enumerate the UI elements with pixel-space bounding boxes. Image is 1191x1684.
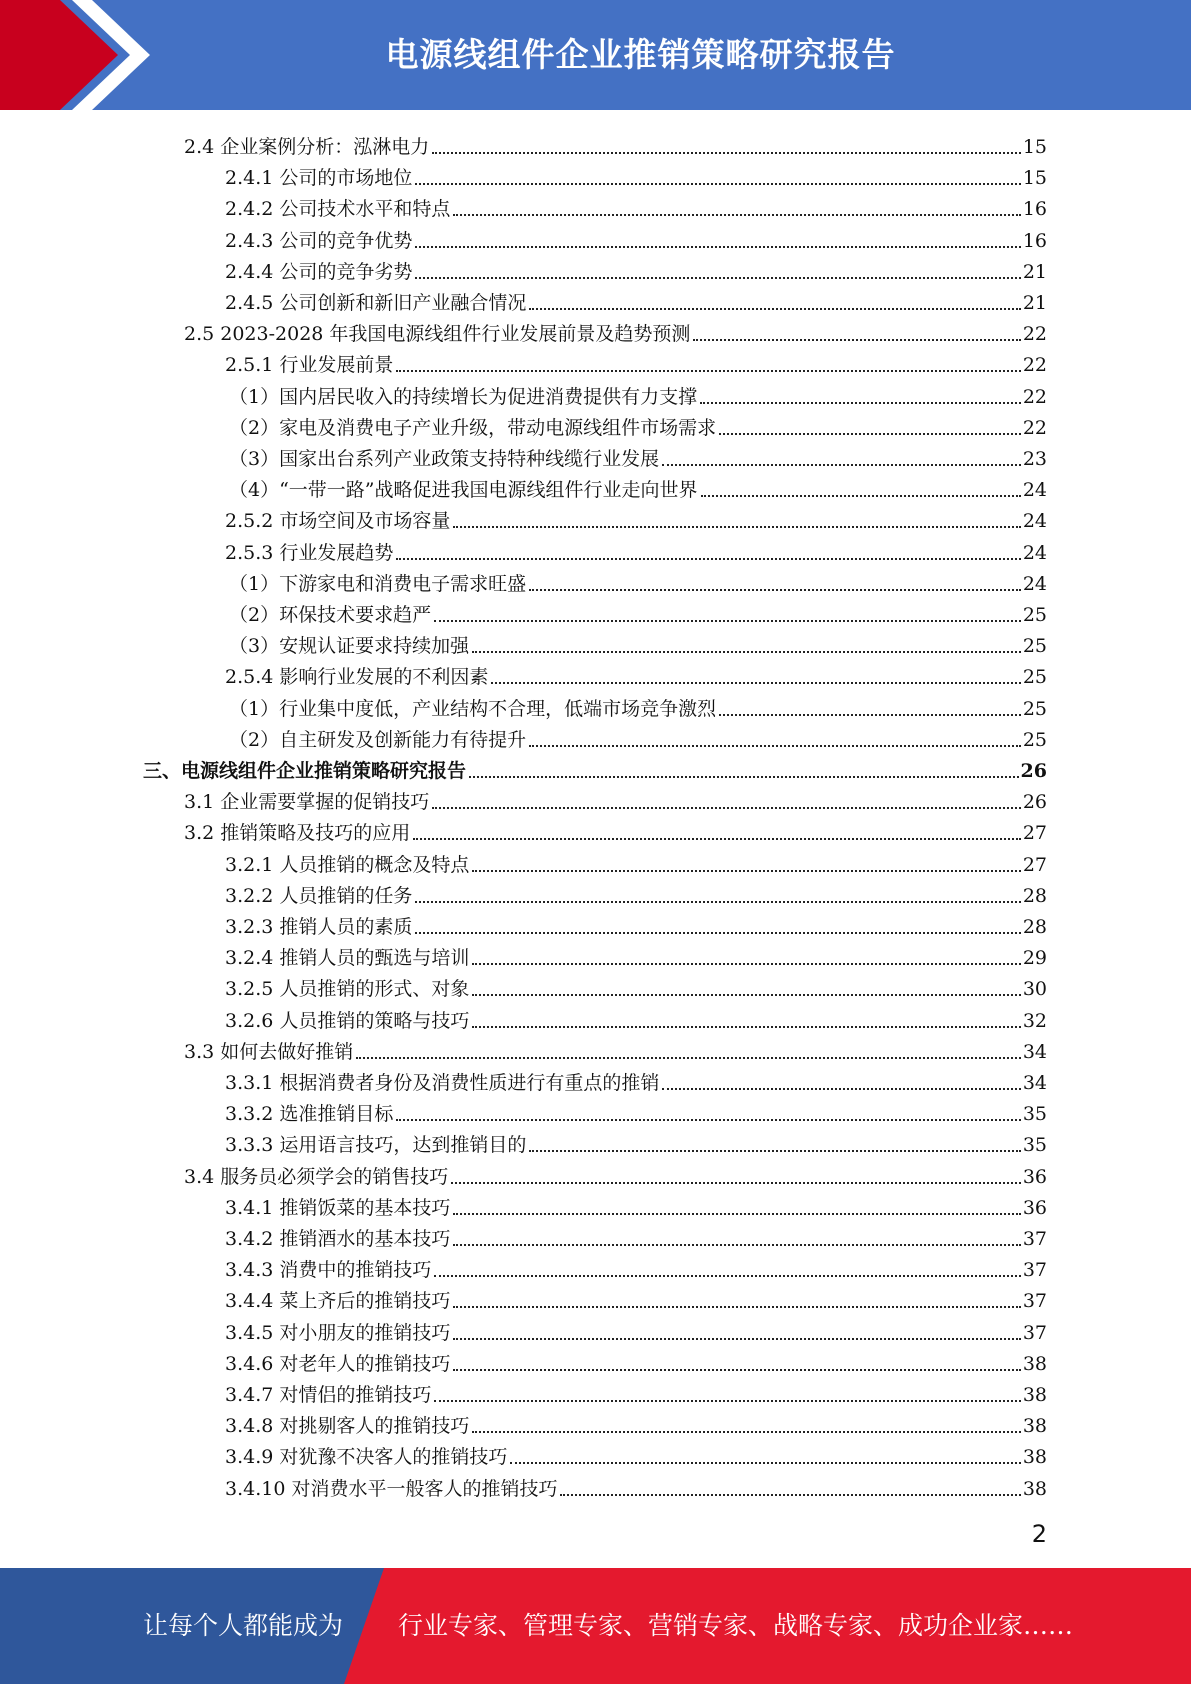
toc-entry[interactable] [225,502,1047,533]
toc-leader-dots [396,1119,1020,1121]
toc-entry-title: 3.4.2 推销酒水的基本技巧 [225,1228,451,1250]
toc-entry-page: 38 [1022,1446,1047,1468]
toc-leader-dots [415,932,1020,934]
toc-entry-page: 21 [1022,261,1047,283]
toc-entry-page: 32 [1022,1010,1047,1032]
toc-entry-title: 3.4.5 对小朋友的推销技巧 [225,1322,451,1344]
toc-leader-dots [432,807,1021,809]
toc-leader-dots [453,1306,1020,1308]
toc-leader-dots [510,1462,1020,1464]
toc-leader-dots [434,1275,1020,1277]
toc-entry-page: 27 [1022,822,1047,844]
toc-entry-page: 22 [1022,354,1047,376]
toc-entry-title: 3.3.3 运用语言技巧，达到推销目的 [225,1134,527,1156]
toc-entry[interactable] [225,970,1047,1001]
toc-entry[interactable] [229,440,1047,471]
toc-entry[interactable] [229,627,1047,658]
toc-entry-title: （3）国家出台系列产业政策支持特种线缆行业发展 [229,448,660,470]
toc-leader-dots [560,1494,1020,1496]
toc-entry-page: 22 [1022,417,1047,439]
toc-entry[interactable] [225,1345,1047,1376]
toc-entry-page: 26 [1022,791,1047,813]
toc-entry-page: 26 [1020,760,1047,782]
toc-entry-page: 38 [1022,1384,1047,1406]
toc-entry[interactable] [225,939,1047,970]
toc-entry-title: 3.2.5 人员推销的形式、对象 [225,978,470,1000]
toc-leader-dots [472,651,1021,653]
toc-entry[interactable] [225,1220,1047,1251]
toc-entry[interactable] [225,877,1047,908]
toc-entry-page: 38 [1022,1353,1047,1375]
toc-entry[interactable] [229,378,1047,409]
toc-leader-dots [719,714,1021,716]
toc-entry-title: 3.2.4 推销人员的甄选与培训 [225,947,470,969]
toc-entry[interactable] [229,596,1047,627]
toc-entry-title: 2.4.1 公司的市场地位 [225,167,413,189]
toc-leader-dots [662,464,1021,466]
footer-slogan-left: 让每个人都能成为 [143,1611,344,1640]
toc-leader-dots [529,308,1020,310]
toc-leader-dots [472,963,1020,965]
toc-entry[interactable] [229,690,1047,721]
toc-entry[interactable] [225,658,1047,689]
toc-entry-title: 3.2.3 推销人员的素质 [225,916,413,938]
toc-entry[interactable] [229,721,1047,752]
toc-leader-dots [693,339,1020,341]
toc-entry-title: 2.5 2023-2028 年我国电源线组件行业发展前景及趋势预测 [184,323,691,345]
page-header [0,0,1191,110]
toc-entry-page: 24 [1022,510,1047,532]
toc-entry-page: 36 [1022,1197,1047,1219]
toc-leader-dots [472,1431,1020,1433]
toc-entry-page: 22 [1022,323,1047,345]
toc-entry-title: 2.4.2 公司技术水平和特点 [225,198,451,220]
toc-leader-dots [469,776,1019,778]
toc-entry[interactable] [225,1064,1047,1095]
toc-entry-title: 2.4.4 公司的竞争劣势 [225,261,413,283]
toc-entry-title: 3.3 如何去做好推销 [184,1041,354,1063]
toc-entry[interactable] [184,814,1047,845]
toc-entry-page: 25 [1022,698,1047,720]
toc-entry-title: 2.4.3 公司的竞争优势 [225,230,413,252]
toc-entry-page: 25 [1022,635,1047,657]
page-number: 2 [1031,1520,1047,1548]
toc-entry-title: 3.4.3 消费中的推销技巧 [225,1259,432,1281]
toc-entry-page: 24 [1022,542,1047,564]
toc-entry-title: 3.2 推销策略及技巧的应用 [184,822,411,844]
toc-leader-dots [356,1057,1021,1059]
toc-entry[interactable] [229,471,1047,502]
toc-entry-title: （2）环保技术要求趋严 [229,604,432,626]
footer-slogan-right: 行业专家、管理专家、营销专家、战略专家、成功企业家…… [398,1611,1074,1640]
toc-entry-title: 2.5.1 行业发展前景 [225,354,394,376]
toc-entry[interactable] [225,1189,1047,1220]
toc-entry-title: 3.2.6 人员推销的策略与技巧 [225,1010,470,1032]
page-title: 电源线组件企业推销策略研究报告 [385,35,896,74]
toc-leader-dots [396,558,1020,560]
toc-entry[interactable] [225,159,1047,190]
toc-leader-dots [662,1088,1020,1090]
toc-entry-title: 2.4.5 公司创新和新旧产业融合情况 [225,292,527,314]
toc-leader-dots [472,994,1020,996]
toc-entry[interactable] [225,1095,1047,1126]
toc-entry-page: 38 [1022,1478,1047,1500]
toc-entry[interactable] [225,1282,1047,1313]
toc-leader-dots [700,402,1021,404]
toc-leader-dots [453,1213,1020,1215]
toc-entry-page: 30 [1022,978,1047,1000]
toc-leader-dots [415,277,1020,279]
toc-entry[interactable] [184,315,1047,346]
toc-entry-title: 2.5.4 影响行业发展的不利因素 [225,666,489,688]
toc-entry-page: 21 [1022,292,1047,314]
toc-entry[interactable] [225,534,1047,565]
toc-leader-dots [453,1244,1020,1246]
toc-entry[interactable] [225,222,1047,253]
toc-leader-dots [472,870,1020,872]
toc-entry-page: 22 [1022,386,1047,408]
toc-entry[interactable] [225,1470,1047,1501]
toc-entry-title: （1）行业集中度低，产业结构不合理，低端市场竞争激烈 [229,698,717,720]
toc-entry-page: 15 [1022,167,1047,189]
toc-leader-dots [529,589,1021,591]
page-footer [0,1568,1191,1684]
toc-entry[interactable] [225,1407,1047,1438]
toc-entry-title: （3）安规认证要求持续加强 [229,635,470,657]
toc-leader-dots [529,745,1021,747]
toc-entry[interactable] [225,1251,1047,1282]
toc-entry[interactable] [225,1002,1047,1033]
toc-entry[interactable] [225,1314,1047,1345]
toc-leader-dots [491,682,1020,684]
toc-entry-title: 三、电源线组件企业推销策略研究报告 [143,760,467,782]
toc-leader-dots [453,1369,1020,1371]
toc-leader-dots [719,433,1021,435]
toc-entry-title: 2.4 企业案例分析：泓淋电力 [184,136,430,158]
toc-leader-dots [434,1400,1020,1402]
toc-entry-title: 3.4.6 对老年人的推销技巧 [225,1353,451,1375]
toc-entry-page: 28 [1022,885,1047,907]
toc-entry-page: 34 [1022,1072,1047,1094]
toc-leader-dots [413,838,1021,840]
toc-entry-title: 3.2.1 人员推销的概念及特点 [225,854,470,876]
toc-entry[interactable] [229,409,1047,440]
toc-entry-title: 3.3.2 选准推销目标 [225,1103,394,1125]
toc-entry-title: 3.4.10 对消费水平一般客人的推销技巧 [225,1478,558,1500]
toc-entry-page: 15 [1022,136,1047,158]
toc-entry-title: （1）下游家电和消费电子需求旺盛 [229,573,527,595]
toc-entry-page: 25 [1022,666,1047,688]
toc-entry-page: 27 [1022,854,1047,876]
toc-entry-page: 37 [1022,1322,1047,1344]
toc-entry[interactable] [225,908,1047,939]
toc-entry-title: （2）自主研发及创新能力有待提升 [229,729,527,751]
toc-entry-title: 3.3.1 根据消费者身份及消费性质进行有重点的推销 [225,1072,660,1094]
toc-leader-dots [434,620,1021,622]
toc-entry[interactable] [225,1126,1047,1157]
toc-leader-dots [701,495,1021,497]
toc-entry[interactable] [225,846,1047,877]
toc-entry-title: 3.1 企业需要掌握的促销技巧 [184,791,430,813]
toc-leader-dots [451,1182,1021,1184]
toc-entry[interactable] [225,346,1047,377]
toc-entry[interactable] [184,128,1047,159]
toc-leader-dots [529,1150,1020,1152]
toc-entry-title: （1）国内居民收入的持续增长为促进消费提供有力支撑 [229,386,698,408]
toc-entry-page: 25 [1022,729,1047,751]
toc-entry[interactable] [225,253,1047,284]
toc-entry-title: 3.4.7 对情侣的推销技巧 [225,1384,432,1406]
toc-entry-title: 3.4.9 对犹豫不决客人的推销技巧 [225,1446,508,1468]
toc-entry-page: 25 [1022,604,1047,626]
toc-entry-page: 35 [1022,1103,1047,1125]
toc-leader-dots [453,214,1020,216]
toc-leader-dots [415,901,1020,903]
toc-leader-dots [396,370,1020,372]
toc-entry-page: 34 [1022,1041,1047,1063]
toc-entry[interactable] [184,1033,1047,1064]
toc-entry[interactable] [225,1438,1047,1469]
toc-entry-page: 23 [1022,448,1047,470]
toc-entry-title: （4）“一带一路”战略促进我国电源线组件行业走向世界 [229,479,698,501]
toc-leader-dots [453,1338,1020,1340]
toc-entry-title: 3.2.2 人员推销的任务 [225,885,413,907]
toc-leader-dots [415,246,1020,248]
toc-entry-title: 3.4 服务员必须学会的销售技巧 [184,1166,449,1188]
toc-leader-dots [453,526,1020,528]
toc-entry-page: 28 [1022,916,1047,938]
toc-entry-title: 3.4.4 菜上齐后的推销技巧 [225,1290,451,1312]
toc-leader-dots [472,1026,1020,1028]
toc-entry[interactable] [229,565,1047,596]
toc-entry[interactable] [225,1376,1047,1407]
toc-leader-dots [432,152,1021,154]
toc-entry[interactable] [225,190,1047,221]
toc-entry-page: 37 [1022,1228,1047,1250]
toc-entry-title: 2.5.3 行业发展趋势 [225,542,394,564]
toc-entry-page: 38 [1022,1415,1047,1437]
toc-entry-title: 3.4.1 推销饭菜的基本技巧 [225,1197,451,1219]
toc-entry-page: 16 [1022,198,1047,220]
toc-entry-page: 24 [1022,479,1047,501]
toc-leader-dots [415,183,1020,185]
toc-entry-page: 35 [1022,1134,1047,1156]
toc-entry-title: 2.5.2 市场空间及市场容量 [225,510,451,532]
toc-entry-page: 37 [1022,1259,1047,1281]
toc-entry-page: 29 [1022,947,1047,969]
toc-entry-page: 16 [1022,230,1047,252]
toc-entry[interactable] [184,1158,1047,1189]
toc-entry-page: 24 [1022,573,1047,595]
toc-entry-title: 3.4.8 对挑剔客人的推销技巧 [225,1415,470,1437]
toc-entry[interactable] [143,752,1047,783]
toc-entry[interactable] [225,284,1047,315]
toc-entry-page: 37 [1022,1290,1047,1312]
toc-entry[interactable] [184,783,1047,814]
toc-entry-title: （2）家电及消费电子产业升级，带动电源线组件市场需求 [229,417,717,439]
toc-entry-page: 36 [1022,1166,1047,1188]
